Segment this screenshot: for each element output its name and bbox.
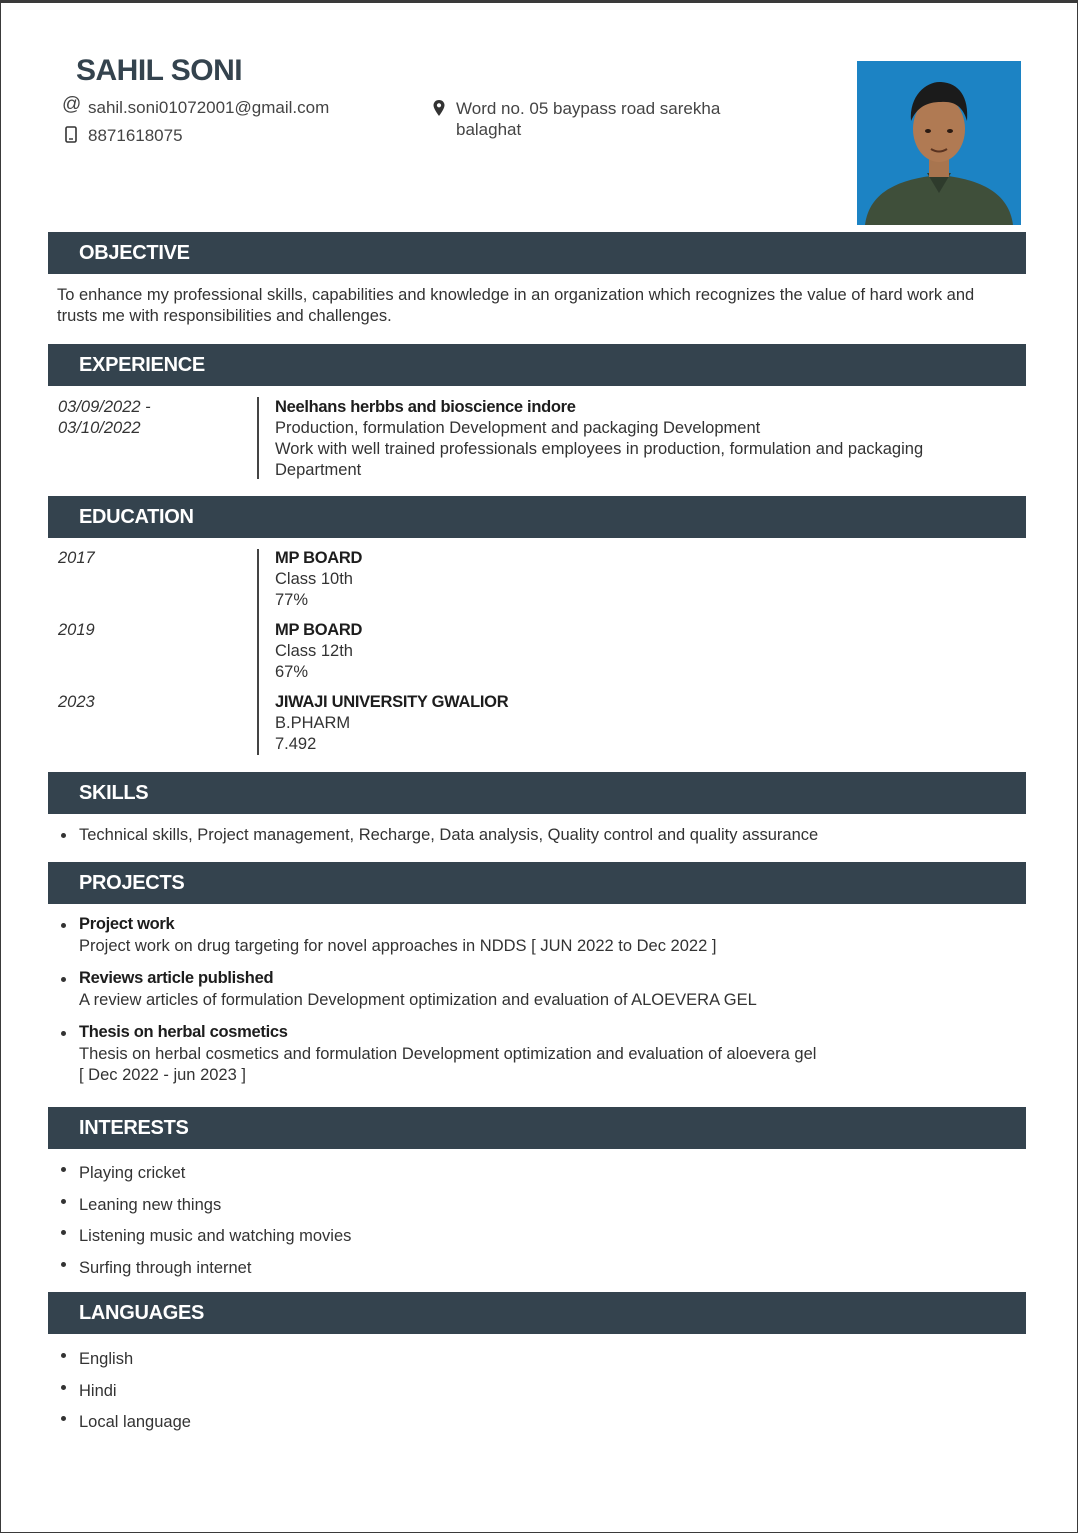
education-year: 2023 [58,693,95,711]
project-desc: Project work on drug targeting for novel approaches in NDDS [ JUN 2022 to Dec 2022 ] [79,936,717,955]
section-objective: OBJECTIVE [48,232,1026,274]
education-score: 7.492 [275,735,317,753]
education-details [275,692,1015,755]
phone-text[interactable]: 8871618075 [88,126,183,145]
education-course: B.PHARM [275,714,351,732]
education-course: Class 10th [275,570,353,588]
languages-list [58,1344,191,1439]
projects-list [58,914,816,1087]
education-details [275,548,1015,611]
experience-date [58,397,248,439]
list-item: Leaning new things [58,1190,351,1222]
experience-date-end: 03/10/2022 [58,419,141,437]
email-text[interactable]: sahil.soni01072001@gmail.com [88,98,330,117]
experience-date-start: 03/09/2022 - [58,398,151,416]
experience-role: Production, formulation Development and packaging Development [275,419,761,437]
section-interests: INTERESTS [48,1107,1026,1149]
at-icon: @ [62,94,82,115]
list-item: Listening music and watching movies [58,1221,351,1253]
candidate-name: SAHIL SONI [76,54,243,87]
project-item [58,914,816,957]
education-board: MP BOARD [275,621,363,639]
project-item [58,968,816,1011]
education-timeline-line [257,549,259,755]
education-score: 67% [275,663,309,681]
list-item: Technical skills, Project management, Recharge, Data analysis, Quality control and quality assurance [58,824,818,846]
address-line-1: Word no. 05 baypass road sarekha [456,99,721,118]
education-board: JIWAJI UNIVERSITY GWALIOR [275,693,509,711]
education-board: MP BOARD [275,549,363,567]
section-languages: LANGUAGES [48,1292,1026,1334]
map-pin-icon [430,99,448,122]
interests-list [58,1158,351,1284]
project-desc-2: [ Dec 2022 - jun 2023 ] [79,1066,246,1084]
experience-desc-line-2: Department [275,461,362,479]
experience-details [275,397,1015,481]
list-item: Local language [58,1407,191,1439]
list-item: Surfing through internet [58,1253,351,1285]
education-score: 77% [275,591,309,609]
section-experience: EXPERIENCE [48,344,1026,386]
phone-icon [62,126,80,148]
list-item: Hindi [58,1376,191,1408]
education-course: Class 12th [275,642,353,660]
education-year: 2019 [58,621,95,639]
objective-line-2: trusts me with responsibilities and challenges. [57,307,392,325]
profile-photo [857,61,1021,225]
objective-text [57,285,1022,327]
project-desc: A review articles of formulation Development optimization and evaluation of ALOEVERA GEL [79,990,757,1009]
list-item: English [58,1344,191,1376]
experience-company: Neelhans herbbs and bioscience indore [275,398,576,416]
education-year: 2017 [58,549,95,567]
project-desc: Thesis on herbal cosmetics and formulation Development optimization and evaluation of aloevera gel [79,1044,817,1063]
education-details [275,620,1015,683]
section-education: EDUCATION [48,496,1026,538]
project-title: Project work [79,915,175,933]
project-title: Thesis on herbal cosmetics [79,1023,288,1041]
objective-line-1: To enhance my professional skills, capabilities and knowledge in an organization which recognizes the value of hard work and [57,286,975,304]
list-item: Playing cricket [58,1158,351,1190]
project-item [58,1022,816,1087]
experience-timeline-line [257,397,259,479]
section-projects: PROJECTS [48,862,1026,904]
address-line-2: balaghat [456,120,522,139]
project-title: Reviews article published [79,969,274,987]
experience-desc-line-1: Work with well trained professionals employees in production, formulation and packaging [275,440,924,458]
section-skills: SKILLS [48,772,1026,814]
skills-list [58,824,818,846]
